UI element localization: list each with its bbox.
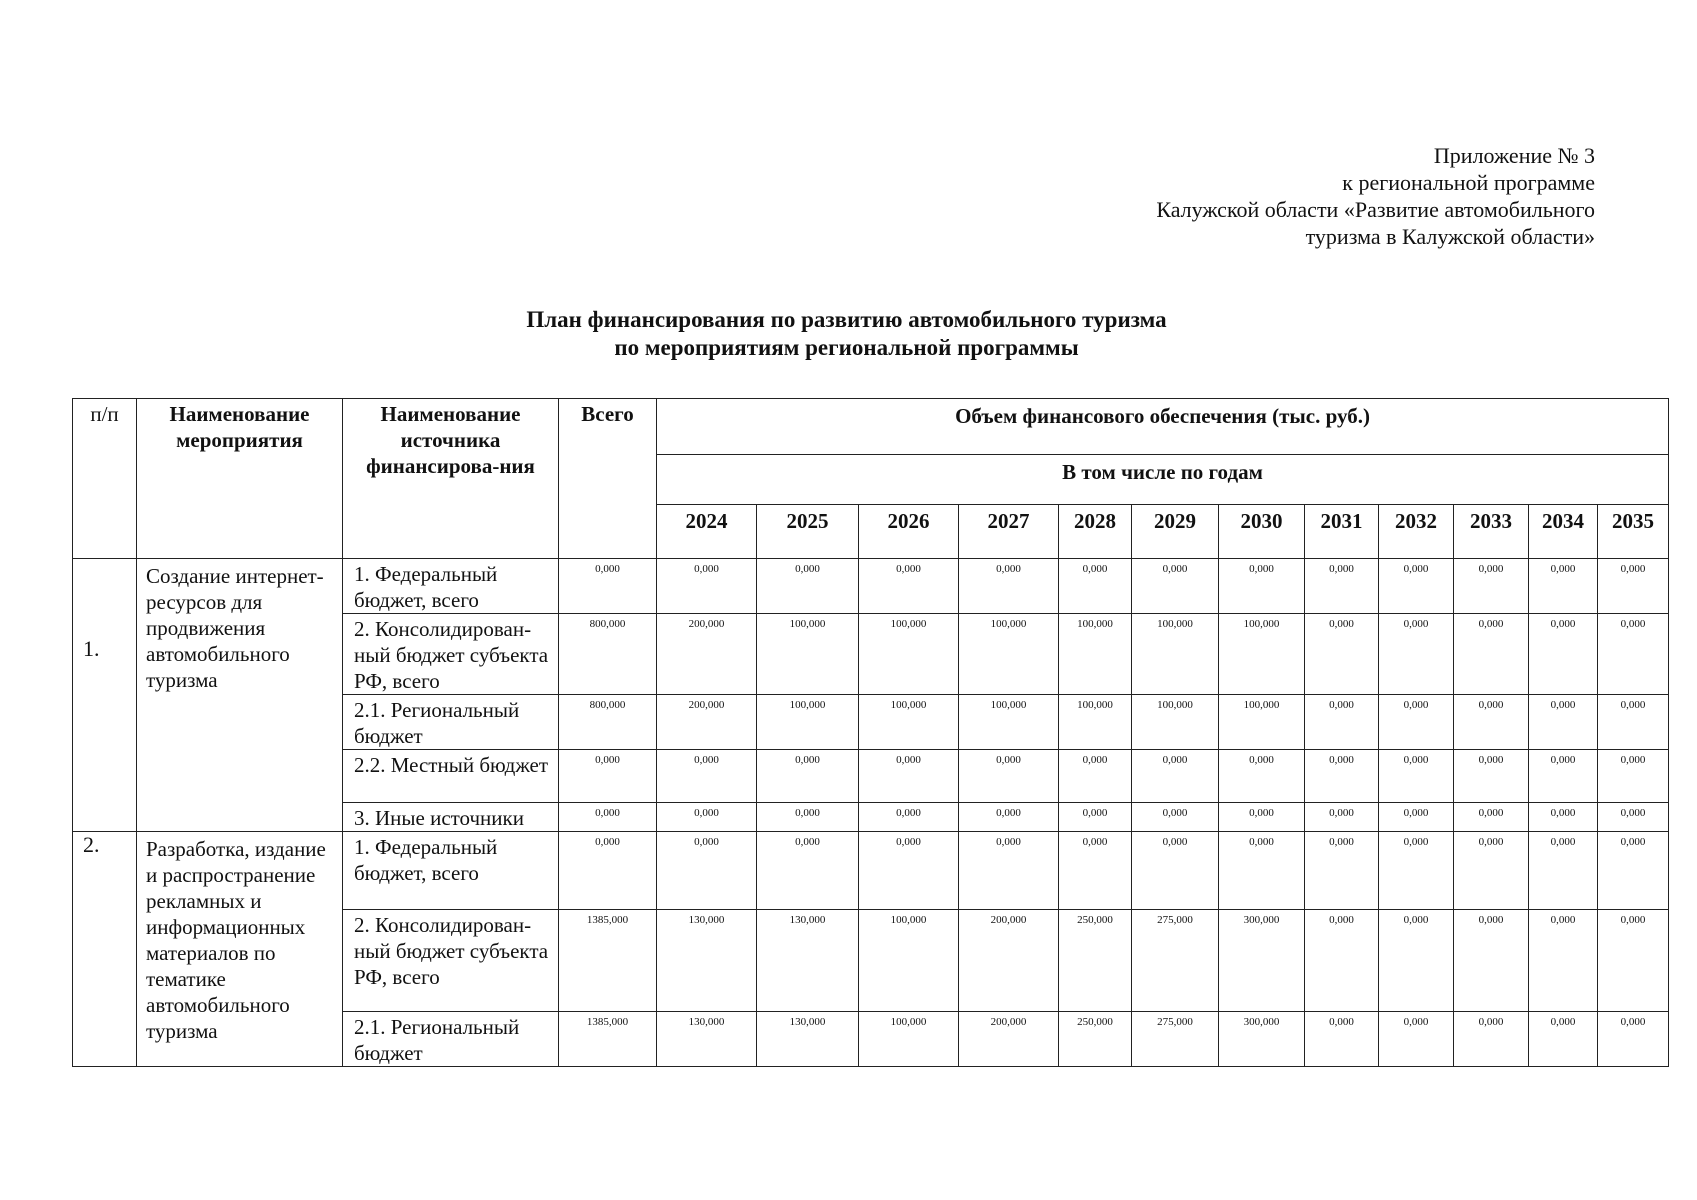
- header-by-years: В том числе по годам: [657, 455, 1669, 505]
- year-value: 0,000: [1305, 910, 1379, 1012]
- year-value: 100,000: [1132, 614, 1219, 695]
- year-value: 0,000: [757, 803, 859, 832]
- document-title: [0, 306, 1697, 362]
- year-value: 0,000: [1219, 750, 1305, 803]
- year-value: 0,000: [1305, 1012, 1379, 1067]
- year-value: 250,000: [1059, 1012, 1132, 1067]
- year-value: 0,000: [1454, 614, 1529, 695]
- year-value: 0,000: [1379, 803, 1454, 832]
- appendix-line: туризма в Калужской области»: [1305, 224, 1595, 249]
- year-value: 0,000: [1529, 832, 1598, 910]
- year-value: 0,000: [1454, 803, 1529, 832]
- total-value: 1385,000: [559, 910, 657, 1012]
- total-value: 1385,000: [559, 1012, 657, 1067]
- year-value: 0,000: [859, 803, 959, 832]
- year-value: 0,000: [757, 750, 859, 803]
- year-value: 0,000: [1598, 695, 1669, 750]
- year-value: 0,000: [1379, 910, 1454, 1012]
- financing-table: [72, 398, 1669, 1067]
- header-total: Всего: [559, 399, 657, 559]
- year-value: 0,000: [1059, 559, 1132, 614]
- header-year: 2034: [1529, 505, 1598, 559]
- year-value: 0,000: [959, 803, 1059, 832]
- year-value: 200,000: [959, 910, 1059, 1012]
- table-row: [73, 559, 1669, 614]
- year-value: 0,000: [1598, 803, 1669, 832]
- year-value: 300,000: [1219, 910, 1305, 1012]
- year-value: 0,000: [1305, 695, 1379, 750]
- event-index: 2.: [73, 832, 137, 1067]
- header-pp: п/п: [73, 399, 137, 559]
- year-value: 0,000: [1454, 1012, 1529, 1067]
- header-volume: Объем финансового обеспечения (тыс. руб.): [657, 399, 1669, 455]
- year-value: 250,000: [1059, 910, 1132, 1012]
- year-value: 0,000: [757, 832, 859, 910]
- year-value: 0,000: [859, 559, 959, 614]
- year-value: 0,000: [1598, 832, 1669, 910]
- year-value: 100,000: [757, 695, 859, 750]
- year-value: 0,000: [1529, 1012, 1598, 1067]
- year-value: 0,000: [1059, 832, 1132, 910]
- year-value: 200,000: [657, 614, 757, 695]
- event-index: 1.: [73, 559, 137, 832]
- year-value: 0,000: [1219, 559, 1305, 614]
- year-value: 0,000: [1598, 1012, 1669, 1067]
- header-year: 2029: [1132, 505, 1219, 559]
- funding-source: 2.2. Местный бюджет: [343, 750, 559, 803]
- year-value: 0,000: [1379, 559, 1454, 614]
- total-value: 800,000: [559, 695, 657, 750]
- year-value: 0,000: [859, 832, 959, 910]
- year-value: 0,000: [1598, 614, 1669, 695]
- year-value: 100,000: [1219, 695, 1305, 750]
- header-year: 2030: [1219, 505, 1305, 559]
- year-value: 0,000: [1305, 614, 1379, 695]
- year-value: 0,000: [1132, 832, 1219, 910]
- year-value: 130,000: [657, 910, 757, 1012]
- year-value: 0,000: [1379, 695, 1454, 750]
- year-value: 0,000: [1059, 750, 1132, 803]
- year-value: 0,000: [1379, 750, 1454, 803]
- funding-source: 2. Консолидирован-ный бюджет субъекта РФ, всего: [343, 614, 559, 695]
- header-year: 2025: [757, 505, 859, 559]
- year-value: 100,000: [1059, 614, 1132, 695]
- year-value: 0,000: [1132, 803, 1219, 832]
- appendix-note: [1156, 142, 1595, 250]
- year-value: 0,000: [1132, 750, 1219, 803]
- year-value: 100,000: [859, 614, 959, 695]
- year-value: 0,000: [657, 559, 757, 614]
- year-value: 0,000: [1454, 695, 1529, 750]
- year-value: 0,000: [657, 832, 757, 910]
- header-year: 2032: [1379, 505, 1454, 559]
- year-value: 100,000: [859, 1012, 959, 1067]
- year-value: 0,000: [1454, 832, 1529, 910]
- year-value: 0,000: [757, 559, 859, 614]
- year-value: 100,000: [1132, 695, 1219, 750]
- year-value: 0,000: [1529, 803, 1598, 832]
- total-value: 0,000: [559, 750, 657, 803]
- year-value: 0,000: [1059, 803, 1132, 832]
- year-value: 0,000: [1379, 614, 1454, 695]
- year-value: 130,000: [757, 910, 859, 1012]
- appendix-line: Калужской области «Развитие автомобильного: [1156, 197, 1595, 222]
- year-value: 100,000: [859, 910, 959, 1012]
- year-value: 0,000: [1598, 559, 1669, 614]
- header-year: 2027: [959, 505, 1059, 559]
- year-value: 0,000: [1305, 832, 1379, 910]
- year-value: 100,000: [959, 695, 1059, 750]
- year-value: 100,000: [859, 695, 959, 750]
- year-value: 200,000: [657, 695, 757, 750]
- total-value: 0,000: [559, 832, 657, 910]
- year-value: 0,000: [959, 750, 1059, 803]
- year-value: 0,000: [1454, 750, 1529, 803]
- year-value: 0,000: [657, 803, 757, 832]
- year-value: 0,000: [1305, 803, 1379, 832]
- year-value: 0,000: [859, 750, 959, 803]
- title-line: по мероприятиям региональной программы: [614, 335, 1079, 360]
- funding-source: 1. Федеральный бюджет, всего: [343, 832, 559, 910]
- appendix-line: Приложение № 3: [1433, 143, 1595, 168]
- funding-source: 2.1. Региональный бюджет: [343, 695, 559, 750]
- year-value: 0,000: [1529, 614, 1598, 695]
- table-row: [73, 832, 1669, 910]
- total-value: 0,000: [559, 559, 657, 614]
- event-name: Создание интернет-ресурсов для продвижения автомобильного туризма: [137, 559, 343, 832]
- funding-source: 1. Федеральный бюджет, всего: [343, 559, 559, 614]
- funding-source: 2. Консолидирован-ный бюджет субъекта РФ, всего: [343, 910, 559, 1012]
- year-value: 0,000: [1379, 1012, 1454, 1067]
- header-year: 2033: [1454, 505, 1529, 559]
- year-value: 0,000: [1379, 832, 1454, 910]
- year-value: 0,000: [1219, 803, 1305, 832]
- year-value: 130,000: [757, 1012, 859, 1067]
- header-year: 2026: [859, 505, 959, 559]
- year-value: 100,000: [1059, 695, 1132, 750]
- year-value: 0,000: [1305, 750, 1379, 803]
- header-source-name: Наименование источника финансирова-ния: [343, 399, 559, 559]
- year-value: 0,000: [1219, 832, 1305, 910]
- year-value: 0,000: [1598, 910, 1669, 1012]
- year-value: 100,000: [1219, 614, 1305, 695]
- total-value: 0,000: [559, 803, 657, 832]
- year-value: 0,000: [959, 559, 1059, 614]
- funding-source: 3. Иные источники: [343, 803, 559, 832]
- appendix-line: к региональной программе: [1342, 170, 1595, 195]
- year-value: 100,000: [757, 614, 859, 695]
- year-value: 0,000: [1454, 559, 1529, 614]
- year-value: 0,000: [657, 750, 757, 803]
- year-value: 0,000: [1305, 559, 1379, 614]
- year-value: 0,000: [1132, 559, 1219, 614]
- total-value: 800,000: [559, 614, 657, 695]
- year-value: 100,000: [959, 614, 1059, 695]
- year-value: 275,000: [1132, 910, 1219, 1012]
- year-value: 0,000: [959, 832, 1059, 910]
- header-year: 2035: [1598, 505, 1669, 559]
- year-value: 0,000: [1529, 559, 1598, 614]
- year-value: 275,000: [1132, 1012, 1219, 1067]
- header-event-name: Наименование мероприятия: [137, 399, 343, 559]
- header-year: 2028: [1059, 505, 1132, 559]
- year-value: 0,000: [1529, 750, 1598, 803]
- year-value: 0,000: [1454, 910, 1529, 1012]
- year-value: 0,000: [1529, 695, 1598, 750]
- header-year: 2031: [1305, 505, 1379, 559]
- year-value: 0,000: [1529, 910, 1598, 1012]
- year-value: 200,000: [959, 1012, 1059, 1067]
- year-value: 300,000: [1219, 1012, 1305, 1067]
- header-year: 2024: [657, 505, 757, 559]
- funding-source: 2.1. Региональный бюджет: [343, 1012, 559, 1067]
- title-line: План финансирования по развитию автомобильного туризма: [526, 307, 1167, 332]
- year-value: 0,000: [1598, 750, 1669, 803]
- year-value: 130,000: [657, 1012, 757, 1067]
- event-name: Разработка, издание и распространение рекламных и информационных материалов по тематике автомобильного туризма: [137, 832, 343, 1067]
